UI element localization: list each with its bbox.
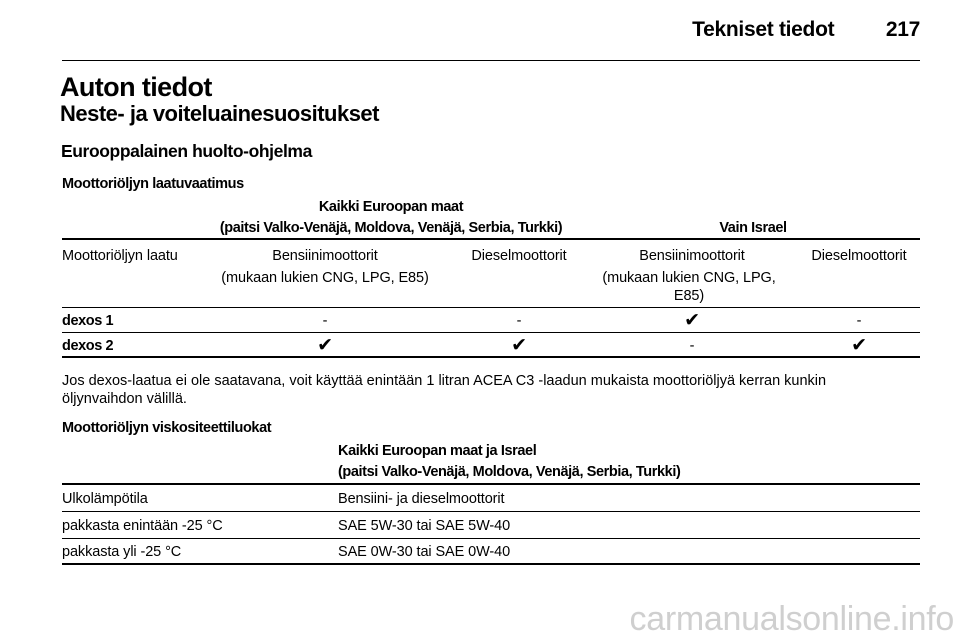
col-label-header: Moottoriöljyn laatu (62, 248, 178, 264)
row-dexos2-petrol-check-icon: ✔ (317, 335, 333, 356)
viscosity-row2-temp: pakkasta yli -25 °C (62, 544, 182, 560)
table1-bottom-rule (62, 356, 920, 358)
table2-row-rule (62, 538, 920, 539)
table2-bottom-rule (62, 563, 920, 565)
section-title: Tekniset tiedot (692, 18, 835, 41)
table2-header-rule (62, 483, 920, 485)
viscosity-row1-temp: pakkasta enintään -25 °C (62, 518, 223, 534)
heading-sub: Neste- ja voiteluainesuositukset (60, 101, 379, 126)
col-diesel-header: Dieselmoottorit (471, 248, 567, 264)
viscosity-group-line1: Kaikki Euroopan maat ja Israel (338, 443, 537, 459)
table1-row-rule (62, 332, 920, 333)
row-dexos1-diesel-israel: - (856, 313, 862, 329)
col-petrol-header: Bensiinimoottorit (272, 248, 378, 264)
viscosity-group-line2: (paitsi Valko-Venäjä, Moldova, Venäjä, Serbia, Turkki) (338, 464, 681, 480)
page-header (692, 18, 920, 42)
row-dexos2-diesel-israel-check-icon: ✔ (851, 335, 867, 356)
viscosity-row2-grade: SAE 0W-30 tai SAE 0W-40 (338, 544, 511, 560)
dexos-note-line2: öljynvaihdon välillä. (62, 391, 187, 407)
row-dexos1-petrol: - (322, 313, 328, 329)
col-petrol-israel-note-2: E85) (673, 288, 705, 304)
table1-header-rule (62, 238, 920, 240)
row-dexos1-petrol-israel-check-icon: ✔ (684, 310, 700, 331)
group-europe-line1: Kaikki Euroopan maat (318, 199, 464, 215)
viscosity-row1-grade: SAE 5W-30 tai SAE 5W-40 (338, 518, 511, 534)
viscosity-header-temp: Ulkolämpötila (62, 491, 148, 507)
col-diesel-israel-header: Dieselmoottorit (811, 248, 907, 264)
oil-quality-caption: Moottoriöljyn laatuvaatimus (62, 176, 244, 192)
row-dexos2-label: dexos 2 (62, 338, 114, 354)
table2-sub-rule (62, 511, 920, 512)
heading-main: Auton tiedot (60, 72, 212, 102)
row-dexos2-diesel-check-icon: ✔ (511, 335, 527, 356)
group-israel: Vain Israel (719, 220, 787, 236)
table1-sub-rule (62, 307, 920, 308)
viscosity-header-engine: Bensiini- ja dieselmoottorit (338, 491, 505, 507)
header-rule (62, 60, 920, 61)
row-dexos2-petrol-israel: - (689, 338, 695, 354)
col-petrol-note: (mukaan lukien CNG, LPG, E85) (221, 270, 429, 286)
dexos-note-line1: Jos dexos-laatua ei ole saatavana, voit käyttää enintään 1 litran ACEA C3 -laadun mukaista moottoriöljyä kerran kunkin (62, 373, 827, 389)
heading-section: Eurooppalainen huolto-ohjelma (61, 141, 312, 161)
viscosity-caption: Moottoriöljyn viskositeettiluokat (62, 420, 272, 436)
row-dexos1-diesel: - (516, 313, 522, 329)
dexos-note (62, 372, 922, 408)
col-petrol-israel-header: Bensiinimoottorit (639, 248, 745, 264)
group-europe-line2: (paitsi Valko-Venäjä, Moldova, Venäjä, Serbia, Turkki) (219, 220, 563, 236)
watermark: carmanualsonline.info (629, 600, 954, 638)
col-petrol-israel-note-1: (mukaan lukien CNG, LPG, (602, 270, 776, 286)
page-number: 217 (885, 18, 920, 41)
row-dexos1-label: dexos 1 (62, 313, 114, 329)
